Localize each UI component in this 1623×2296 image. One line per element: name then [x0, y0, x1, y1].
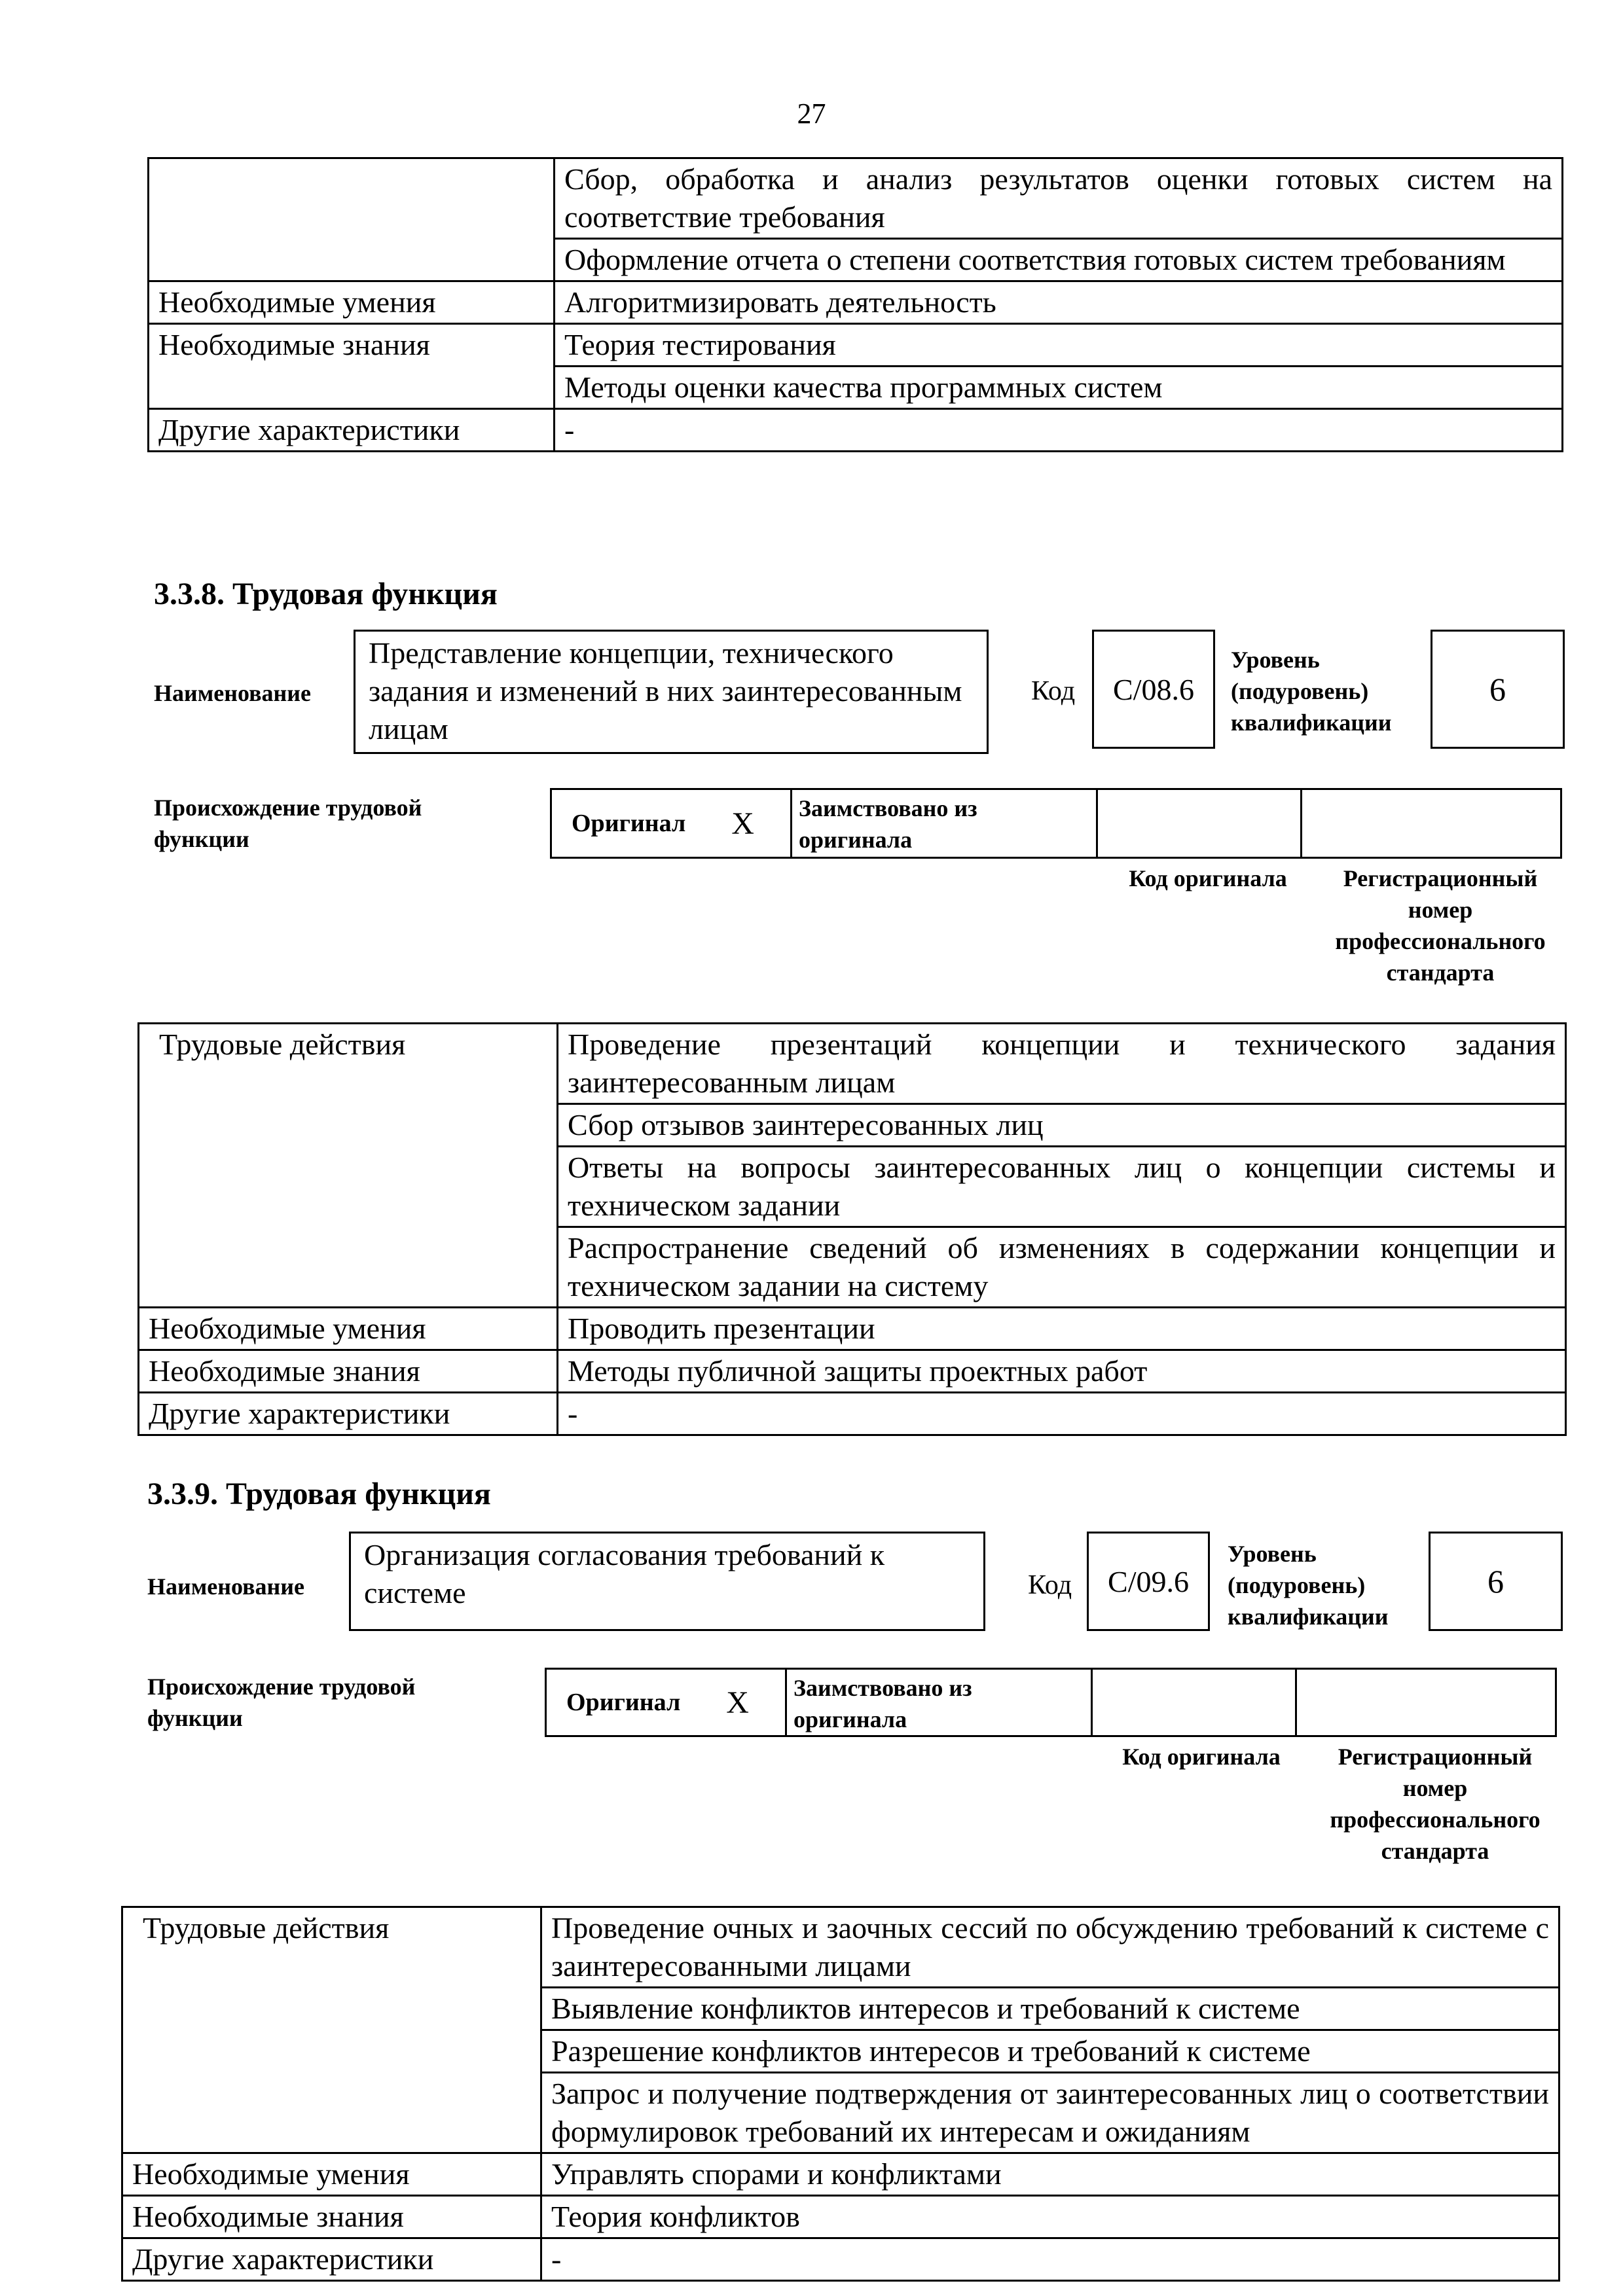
table-cell-label: Необходимые знания [149, 324, 555, 409]
table-cell-value: Методы оценки качества программных систем [555, 367, 1563, 409]
action-item: Разрешение конфликтов интересов и требований к системе [541, 2030, 1559, 2073]
code-original-caption: Код оригинала [1129, 865, 1287, 891]
table-row [122, 2153, 1559, 2196]
level-label: Уровень (подуровень) квалификации [1231, 647, 1392, 736]
section-title: 3.3.9. Трудовая функция [147, 1477, 491, 1511]
other-label: Другие характеристики [139, 1393, 558, 1435]
reg-number-caption: Регистрационный номер профессионального стандарта [1335, 865, 1546, 986]
reg-number-cell [1295, 1668, 1557, 1737]
other-value: - [541, 2238, 1559, 2281]
top-table [147, 157, 1563, 452]
reg-number-caption: Регистрационный номер профессионального стандарта [1330, 1744, 1541, 1864]
original-cell [545, 1668, 787, 1737]
action-item: Сбор отзывов заинтересованных лиц [558, 1104, 1566, 1147]
skills-label: Необходимые умения [139, 1308, 558, 1350]
table-cell-value: Теория тестирования [555, 324, 1563, 367]
action-item: Распространение сведений об изменениях в содержании концепции и техническом задании на систему [558, 1227, 1566, 1308]
borrowed-label: Заимствовано из оригинала [785, 1668, 1093, 1737]
original-label: Оригинал [566, 1689, 681, 1716]
original-cell [550, 788, 792, 859]
reg-number-cell [1300, 788, 1562, 859]
table-row [149, 324, 1563, 367]
table-row [139, 1393, 1566, 1435]
skills-value: Проводить презентации [558, 1308, 1566, 1350]
table-row [122, 2238, 1559, 2281]
code-label: Код [1028, 1570, 1072, 1600]
table-row [139, 1024, 1566, 1104]
table-cell-value: Сбор, обработка и анализ результатов оценки готовых систем на соответствие требования [555, 158, 1563, 239]
other-value: - [558, 1393, 1566, 1435]
origin-label: Происхождение трудовой функции [147, 1674, 416, 1731]
level-box: 6 [1431, 630, 1565, 749]
original-label: Оригинал [572, 810, 686, 837]
actions-label: Трудовые действия [122, 1907, 541, 2153]
action-item: Ответы на вопросы заинтересованных лиц о концепции системы и техническом задании [558, 1147, 1566, 1227]
code-label: Код [1031, 676, 1076, 706]
section-title: 3.3.8. Трудовая функция [154, 577, 498, 611]
level-box: 6 [1429, 1532, 1563, 1631]
code-original-caption: Код оригинала [1122, 1744, 1281, 1770]
action-item: Проведение презентаций концепции и технического задания заинтересованным лицам [558, 1024, 1566, 1104]
table-row [122, 1907, 1559, 1988]
table-row [139, 1350, 1566, 1393]
table-cell-value: Алгоритмизировать деятельность [555, 281, 1563, 324]
table-cell-label [149, 158, 555, 281]
original-mark: X [731, 806, 754, 841]
table-cell-value: Оформление отчета о степени соответствия готовых систем требованиям [555, 239, 1563, 281]
code-original-cell [1096, 788, 1302, 859]
table-row [149, 281, 1563, 324]
action-item: Проведение очных и заочных сессий по обсуждению требований к системе с заинтересованными лицами [541, 1907, 1559, 1988]
origin-row [547, 1668, 1557, 1737]
knowledge-value: Теория конфликтов [541, 2196, 1559, 2238]
table-row [122, 2196, 1559, 2238]
function-name-box: Представление концепции, технического задания и изменений в них заинтересованным лицам [354, 630, 989, 754]
origin-row [552, 788, 1562, 859]
level-label: Уровень (подуровень) квалификации [1228, 1541, 1389, 1630]
name-label: Наименование [154, 680, 311, 706]
code-original-cell [1091, 1668, 1297, 1737]
table-row [149, 158, 1563, 239]
action-item: Выявление конфликтов интересов и требований к системе [541, 1988, 1559, 2030]
table-cell-label: Необходимые умения [149, 281, 555, 324]
other-label: Другие характеристики [122, 2238, 541, 2281]
actions-label: Трудовые действия [139, 1024, 558, 1308]
actions-table [137, 1022, 1567, 1436]
table-cell-label: Другие характеристики [149, 409, 555, 452]
table-row [149, 409, 1563, 452]
original-mark: X [726, 1685, 749, 1720]
function-name-box: Организация согласования требований к системе [349, 1532, 985, 1631]
knowledge-label: Необходимые знания [122, 2196, 541, 2238]
origin-label: Происхождение трудовой функции [154, 795, 422, 852]
skills-value: Управлять спорами и конфликтами [541, 2153, 1559, 2196]
action-item: Запрос и получение подтверждения от заинтересованных лиц о соответствии формулировок требований их интересам и ожиданиям [541, 2073, 1559, 2153]
table-row [139, 1308, 1566, 1350]
table-cell-value: - [555, 409, 1563, 452]
page-number: 27 [797, 98, 826, 130]
code-box: C/09.6 [1087, 1532, 1210, 1631]
knowledge-label: Необходимые знания [139, 1350, 558, 1393]
skills-label: Необходимые умения [122, 2153, 541, 2196]
knowledge-value: Методы публичной защиты проектных работ [558, 1350, 1566, 1393]
code-box: C/08.6 [1092, 630, 1215, 749]
borrowed-label: Заимствовано из оригинала [790, 788, 1098, 859]
actions-table [121, 1906, 1560, 2282]
name-label: Наименование [147, 1573, 304, 1600]
